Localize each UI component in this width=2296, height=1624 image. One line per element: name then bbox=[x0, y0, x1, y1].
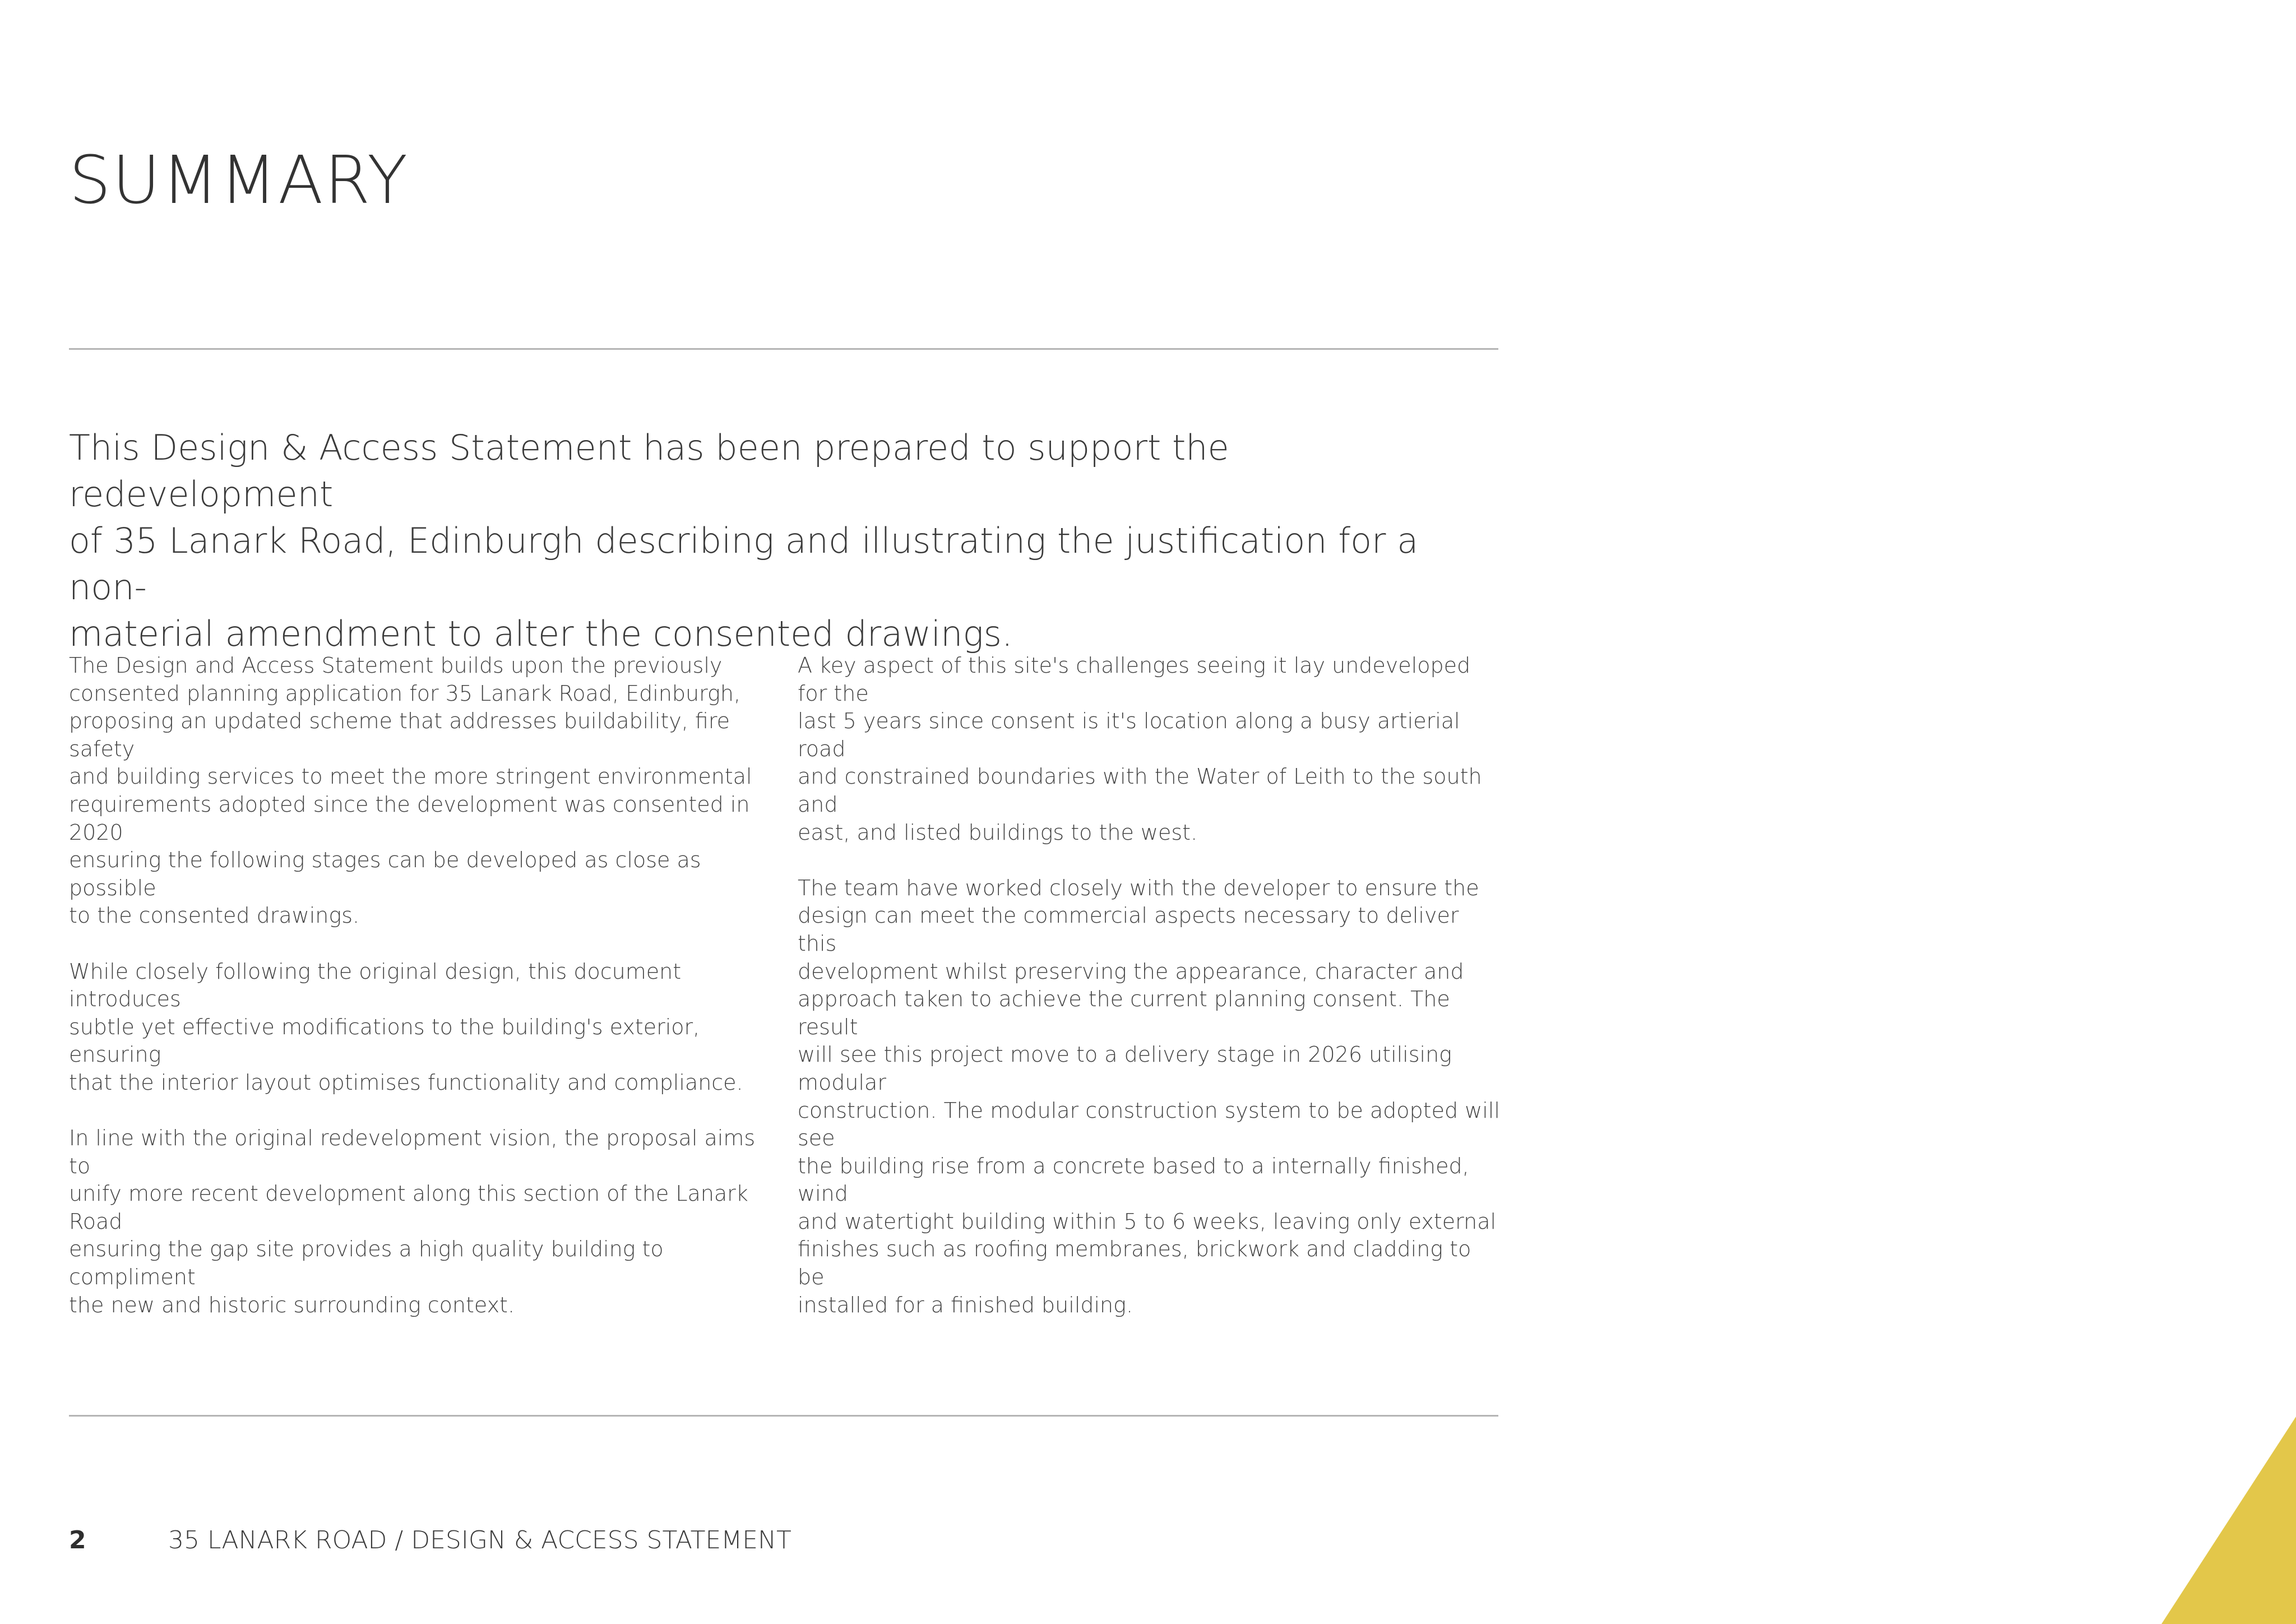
body-paragraph: A key aspect of this site's challenges seeing it lay undeveloped for the last 5 years since consent is it's location along a busy artierial road and constrained boundaries with the Water of Leith to the south and east, and listed buildings to the west. bbox=[798, 653, 1482, 845]
body-paragraph: While closely following the original design, this document introduces subtle yet effective modifications to the building's exterior, ensuring that the interior layout optimises functionality and compliance. bbox=[69, 959, 743, 1095]
page-title: SUMMARY bbox=[69, 141, 409, 219]
corner-accent-triangle bbox=[2161, 1417, 2296, 1624]
lead-paragraph: This Design & Access Statement has been prepared to support the redevelopment of 35 Lanark Road, Edinburgh describing and illustrating the justification for a non- material amendment to alter the consented drawings. bbox=[69, 427, 1419, 654]
body-paragraph: The team have worked closely with the developer to ensure the design can meet the commercial aspects necessary to deliver this development whilst preserving the appearance, character and approach taken to achieve the current planning consent. The result will see this project move to a delivery stage in 2026 utilising modular construction. The modular construction system to be adopted will see the building rise from a concrete based to a internally finished, wind and watertight building within 5 to 6 weeks, leaving only external finishes such as roofing membranes, brickwork and cladding to be installed for a finished building. bbox=[798, 875, 1500, 1317]
right-column bbox=[798, 652, 1501, 1347]
top-divider bbox=[69, 348, 1498, 350]
left-column bbox=[69, 652, 764, 1347]
body-paragraph: The Design and Access Statement builds upon the previously consented planning application for 35 Lanark Road, Edinburgh, proposing an updated scheme that addresses buildability, fire safety and building services to meet the more stringent environmental requirements adopted since the development was consented in 2020 ensuring the following stages can be developed as close as possible to the consented drawings. bbox=[69, 653, 752, 928]
body-paragraph: In line with the original redevelopment vision, the proposal aims to unify more recent development along this section of the Lanark Road ensuring the gap site provides a high quality building to compliment the new and historic surrounding context. bbox=[69, 1126, 756, 1317]
page-number: 2 bbox=[69, 1526, 86, 1554]
footer-document-title: 35 LANARK ROAD / DESIGN & ACCESS STATEMENT bbox=[168, 1526, 791, 1554]
bottom-divider bbox=[69, 1415, 1498, 1417]
